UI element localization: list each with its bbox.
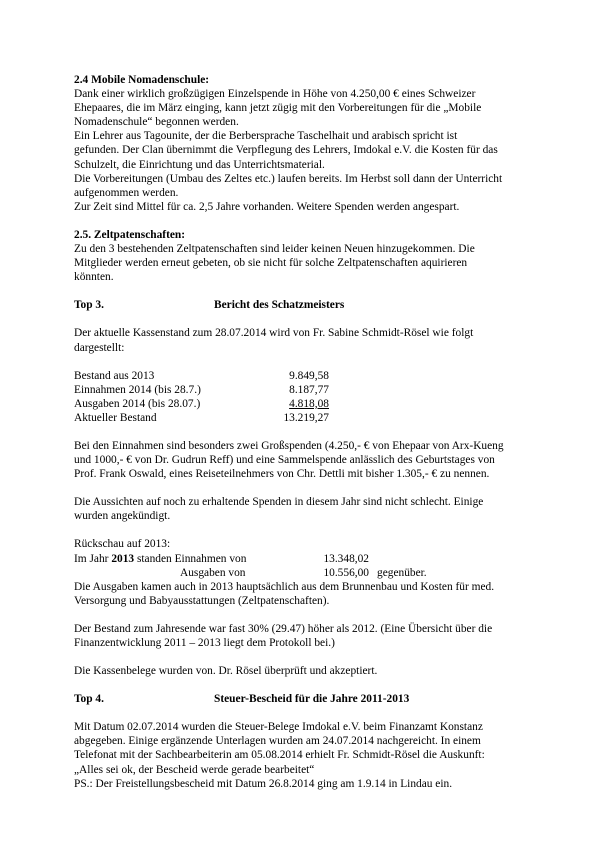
- text-line: Bei den Einnahmen sind besonders zwei Großspenden (4.250,- € von Ehepaar von Arx-Kueng: [74, 439, 504, 452]
- kassen-row: [74, 383, 524, 397]
- text-line: Ehepaares, die im März einging, kann jetzt zügig mit den Vorbereitungen für die „Mobile: [74, 102, 482, 115]
- text-line: Der Bestand zum Jahresende war fast 30% (29.47) höher als 2012. (Eine Übersicht über die: [74, 622, 493, 635]
- rueckschau-value: 10.556,00: [323, 566, 369, 579]
- kassen-row: [74, 397, 524, 411]
- text-line: gefunden. Der Clan übernimmt die Verpflegung des Lehrers, Imdokal e.V. die Kosten für das: [74, 144, 498, 157]
- rueckschau-label: Ausgaben von: [180, 566, 246, 579]
- kassen-label: Ausgaben 2014 (bis 28.07.): [74, 397, 201, 410]
- section-zeltpatenschaften: [74, 228, 524, 284]
- year-bold: 2013: [111, 552, 135, 565]
- document-page: [74, 73, 524, 791]
- text-line: Ein Lehrer aus Tagounite, der die Berbersprache Taschelhait und arabisch spricht ist: [74, 130, 458, 143]
- text-line: Schulzelt, die Einrichtung und das Unterrichtsmaterial.: [74, 158, 325, 171]
- text-line: Dank einer wirklich großzügigen Einzelspende in Höhe von 4.250,00 € eines Schweizer: [74, 88, 476, 101]
- text-line: Zur Zeit sind Mittel für ca. 2,5 Jahre vorhanden. Weitere Spenden werden angespart.: [74, 200, 460, 213]
- text-line: Die Vorbereitungen (Umbau des Zeltes etc.) laufen bereits. Im Herbst soll dann der Unterricht: [74, 172, 503, 185]
- text-line: Die Kassenbelege wurden von. Dr. Rösel überprüft und akzeptiert.: [74, 665, 378, 678]
- top-title: Steuer-Bescheid für die Jahre 2011-2013: [214, 693, 410, 706]
- top-heading: [74, 692, 524, 706]
- text-line: PS.: Der Freistellungsbescheid mit Datum 26.8.2014 ging am 1.9.14 in Lindau ein.: [74, 777, 453, 790]
- text-line: Der aktuelle Kassenstand zum 28.07.2014 wird von Fr. Sabine Schmidt-Rösel wie folgt: [74, 327, 474, 340]
- text-line: Telefonat mit der Sachbearbeiterin am 05.08.2014 erhielt Fr. Schmidt-Rösel die Auskunft:: [74, 749, 485, 762]
- text-line: Versorgung und Babyausstattungen (Zeltpatenschaften).: [74, 594, 330, 607]
- text-span: standen Einnahmen von: [134, 552, 247, 565]
- top-number: Top 4.: [74, 693, 104, 706]
- text-line: Die Ausgaben kamen auch in 2013 hauptsächlich aus dem Brunnenbau und Kosten für med.: [74, 580, 495, 593]
- kassen-value: 4.818,08: [289, 397, 329, 410]
- rueckschau-title: Rückschau auf 2013:: [74, 538, 171, 551]
- text-line: „Alles sei ok, der Bescheid werde gerade bearbeitet“: [74, 763, 315, 776]
- text-line: Die Aussichten auf noch zu erhaltende Spenden in diesem Jahr sind nicht schlecht. Einige: [74, 496, 484, 509]
- text-line: Mit Datum 02.07.2014 wurden die Steuer-Belege Imdokal e.V. beim Finanzamt Konstanz: [74, 721, 483, 734]
- text-line: dargestellt:: [74, 341, 125, 354]
- section-top4: [74, 692, 524, 791]
- rueckschau-suffix: gegenüber.: [377, 566, 427, 579]
- kassenstand-table: [74, 369, 524, 425]
- text-line: abgegeben. Einige ergänzende Unterlagen wurden am 24.07.2014 nachgereicht. In einem: [74, 735, 481, 748]
- kassen-row: [74, 411, 524, 425]
- text-line: Nomadenschule“ begonnen werden.: [74, 116, 239, 129]
- section-heading: 2.4 Mobile Nomadenschule:: [74, 74, 210, 86]
- text-line: Mitglieder werden erneut gebeten, ob sie nicht für solche Zeltpatenschaften aquirieren: [74, 257, 468, 270]
- section-top3: [74, 298, 524, 678]
- kassen-value: 13.219,27: [283, 411, 329, 424]
- kassen-value: 8.187,77: [289, 383, 329, 396]
- kassen-label: Bestand aus 2013: [74, 369, 155, 382]
- top-heading: [74, 298, 524, 312]
- text-span: Im Jahr: [74, 552, 112, 565]
- rueckschau-row: [74, 566, 524, 580]
- text-line: und 1000,- € von Dr. Gudrun Reff) und eine Sammelspende anlässlich des Geburtstages von: [74, 454, 495, 467]
- rueckschau-row: [74, 552, 524, 566]
- top-number: Top 3.: [74, 299, 104, 312]
- text-line: könnten.: [74, 271, 114, 284]
- kassen-label: Einnahmen 2014 (bis 28.7.): [74, 383, 201, 396]
- rueckschau-block: [74, 537, 524, 607]
- top-title: Bericht des Schatzmeisters: [214, 299, 345, 312]
- text-line: wurden angekündigt.: [74, 510, 171, 523]
- text-line: Prof. Frank Oswald, eines Reiseteilnehmers von Chr. Dettli mit bisher 1.305,- € zu nennen.: [74, 468, 490, 481]
- rueckschau-value: 13.348,02: [323, 552, 369, 565]
- section-mobile-nomadenschule: [74, 73, 524, 214]
- kassen-row: [74, 369, 524, 383]
- section-heading: 2.5. Zeltpatenschaften:: [74, 228, 186, 241]
- text-line: Zu den 3 bestehenden Zeltpatenschaften sind leider keinen Neuen hinzugekommen. Die: [74, 243, 475, 256]
- kassen-value: 9.849,58: [289, 369, 329, 382]
- text-line: aufgenommen werden.: [74, 186, 179, 199]
- kassen-label: Aktueller Bestand: [74, 411, 157, 424]
- text-line: Finanzentwicklung 2011 – 2013 liegt dem Protokoll bei.): [74, 637, 335, 649]
